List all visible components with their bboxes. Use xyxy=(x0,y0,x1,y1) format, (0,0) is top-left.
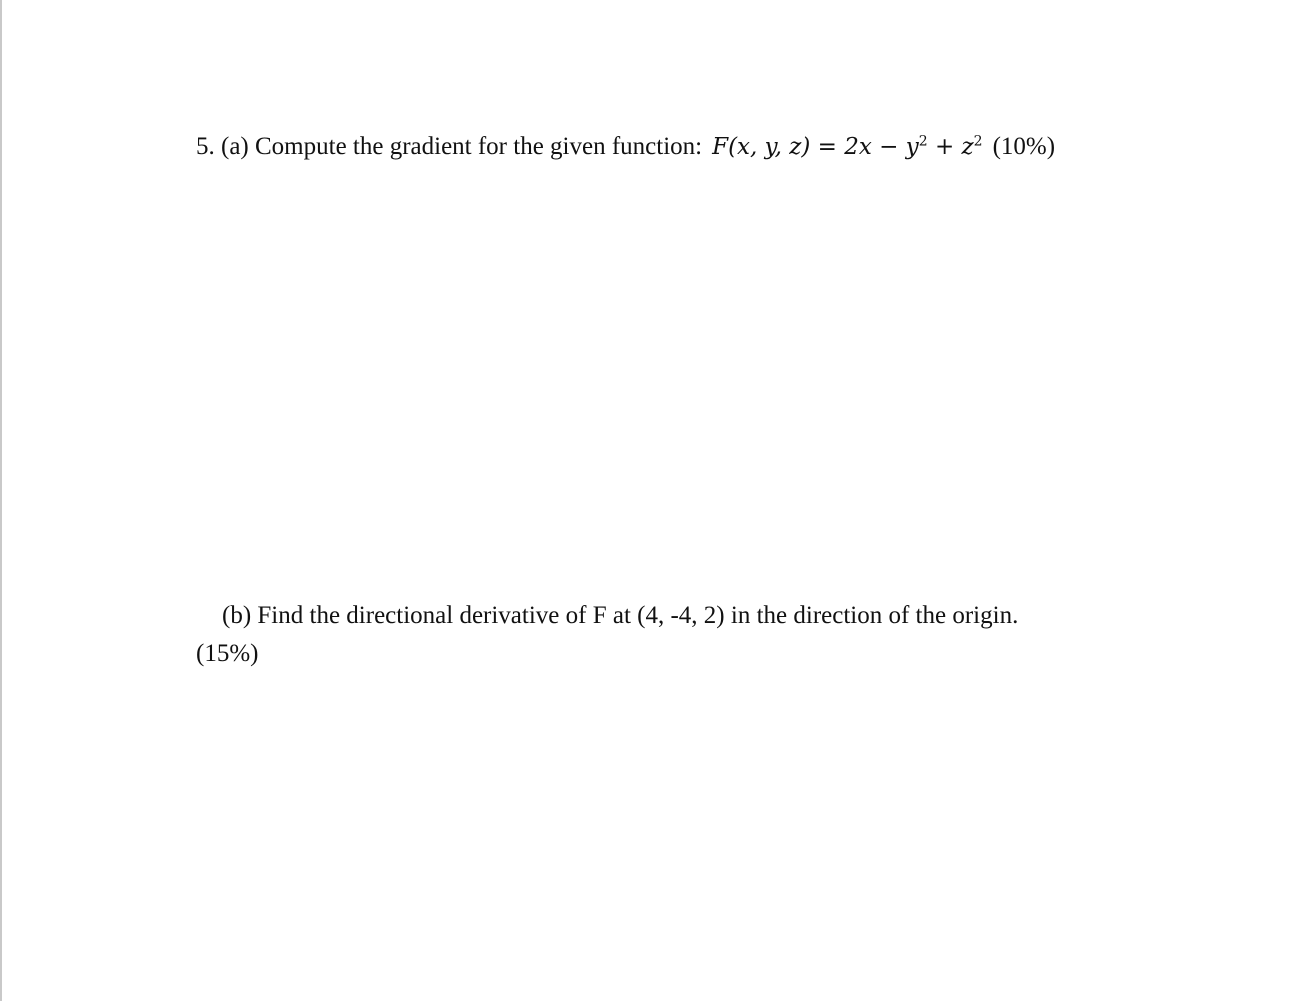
minus-sign: − xyxy=(879,134,899,160)
function-name: F xyxy=(712,134,729,160)
plus-sign: + xyxy=(934,134,955,160)
equals-sign: = xyxy=(817,134,837,160)
question-part-b xyxy=(196,597,1018,673)
page-left-edge xyxy=(0,0,2,1001)
question-part-a xyxy=(196,128,1055,166)
function-args: (x, y, z) xyxy=(728,134,811,160)
function-expression xyxy=(712,134,982,160)
part-a-text: 5. (a) Compute the gradient for the given function: xyxy=(196,133,703,160)
term-2x: 2x xyxy=(844,134,872,160)
term-y-exponent: 2 xyxy=(918,133,928,150)
term-y-base: y xyxy=(905,134,919,160)
term-z-exponent: 2 xyxy=(973,133,983,150)
part-a-weight: (10%) xyxy=(992,133,1056,160)
part-b-weight: (15%) xyxy=(196,640,259,667)
part-b-text: (b) Find the directional derivative of F at (4, -4, 2) in the direction of the origin. xyxy=(222,602,1019,629)
term-z-base: z xyxy=(961,134,974,160)
